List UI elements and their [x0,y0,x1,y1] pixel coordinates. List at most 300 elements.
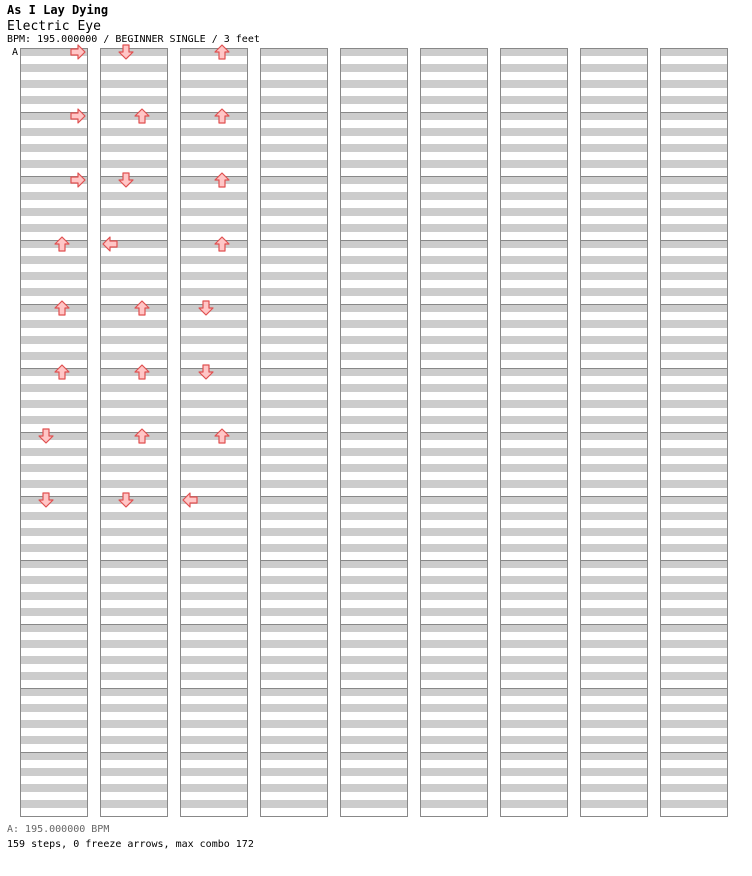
beat-stripe [100,336,168,344]
beat-stripe [660,48,728,56]
beat-stripe [100,704,168,712]
beat-stripe [660,576,728,584]
beat-stripe [420,608,488,616]
beat-stripe [180,432,248,440]
beat-stripe [260,640,328,648]
beat-stripe [340,416,408,424]
beat-stripe [20,64,88,72]
beat-stripe [180,304,248,312]
beat-stripe [340,176,408,184]
beat-stripe [500,672,568,680]
beat-stripe [580,432,648,440]
beat-stripe [180,576,248,584]
step-arrow-up [135,365,149,379]
song-artist: As I Lay Dying [7,3,109,17]
beat-stripe [500,160,568,168]
beat-stripe [260,672,328,680]
beat-stripe [180,192,248,200]
step-arrow-up [215,173,229,187]
beat-stripe [500,192,568,200]
beat-stripe [180,736,248,744]
beat-stripe [100,608,168,616]
beat-stripe [260,592,328,600]
beat-stripe [180,48,248,56]
beat-stripe [100,384,168,392]
beat-stripe [340,80,408,88]
beat-stripe [260,256,328,264]
beat-stripe [580,656,648,664]
chart-info: BPM: 195.000000 / BEGINNER SINGLE / 3 feet [7,34,260,45]
step-arrow-down [119,173,133,187]
beat-stripe [260,448,328,456]
step-arrow-down [199,301,213,315]
beat-stripe [580,80,648,88]
beat-stripe [580,608,648,616]
beat-stripe [420,736,488,744]
beat-stripe [180,336,248,344]
beat-stripe [500,208,568,216]
beat-stripe [660,768,728,776]
beat-stripe [420,304,488,312]
beat-stripe [500,640,568,648]
beat-stripe [180,64,248,72]
step-arrow-down [119,45,133,59]
beat-stripe [100,768,168,776]
beat-stripe [100,528,168,536]
beat-stripe [420,672,488,680]
beat-stripe [580,688,648,696]
beat-stripe [20,720,88,728]
beat-stripe [420,112,488,120]
beat-stripe [260,416,328,424]
beat-stripe [420,64,488,72]
beat-stripe [180,80,248,88]
beat-stripe [660,368,728,376]
beat-stripe [20,160,88,168]
beat-stripe [660,304,728,312]
beat-stripe [180,752,248,760]
beat-stripe [20,576,88,584]
beat-stripe [420,752,488,760]
beat-stripe [580,736,648,744]
beat-stripe [660,384,728,392]
beat-stripe [420,208,488,216]
beat-stripe [500,336,568,344]
beat-stripe [340,224,408,232]
beat-stripe [580,128,648,136]
beat-stripe [20,208,88,216]
beat-stripe [580,576,648,584]
beat-stripe [100,368,168,376]
beat-stripe [580,592,648,600]
beat-stripe [580,336,648,344]
beat-stripe [420,592,488,600]
beat-stripe [580,352,648,360]
beat-stripe [180,208,248,216]
beat-stripe [500,288,568,296]
beat-stripe [260,656,328,664]
beat-stripe [260,608,328,616]
bpm-marker-label: A [12,47,19,58]
beat-stripe [340,736,408,744]
beat-stripe [420,176,488,184]
beat-stripe [660,256,728,264]
beat-stripe [420,384,488,392]
beat-stripe [660,448,728,456]
beat-stripe [500,384,568,392]
beat-stripe [260,48,328,56]
beat-stripe [180,672,248,680]
beat-stripe [660,736,728,744]
beat-stripe [180,448,248,456]
beat-stripe [660,752,728,760]
beat-stripe [20,608,88,616]
beat-stripe [340,192,408,200]
step-arrow-up [135,301,149,315]
beat-stripe [180,288,248,296]
beat-stripe [340,496,408,504]
beat-stripe [260,720,328,728]
beat-stripe [500,560,568,568]
beat-stripe [500,128,568,136]
step-arrow-up [215,109,229,123]
beat-stripe [340,384,408,392]
beat-stripe [420,448,488,456]
beat-stripe [420,784,488,792]
beat-stripe [20,320,88,328]
beat-stripe [580,304,648,312]
beat-stripe [20,784,88,792]
beat-stripe [580,416,648,424]
beat-stripe [420,464,488,472]
beat-stripe [580,144,648,152]
beat-stripe [500,656,568,664]
beat-stripe [580,544,648,552]
beat-stripe [20,624,88,632]
beat-stripe [500,96,568,104]
beat-stripe [100,800,168,808]
beat-stripe [500,256,568,264]
beat-stripe [340,592,408,600]
beat-stripe [100,176,168,184]
beat-stripe [580,720,648,728]
beat-stripe [580,448,648,456]
beat-stripe [660,608,728,616]
beat-stripe [20,256,88,264]
beat-stripe [420,656,488,664]
beat-stripe [420,496,488,504]
step-arrow-down [199,365,213,379]
beat-stripe [580,272,648,280]
beat-stripe [20,432,88,440]
beat-stripe [100,480,168,488]
beat-stripe [580,496,648,504]
beat-stripe [660,464,728,472]
beat-stripe [100,304,168,312]
beat-stripe [100,544,168,552]
beat-stripe [660,480,728,488]
beat-stripe [340,800,408,808]
beat-stripe [420,768,488,776]
beat-stripe [20,640,88,648]
beat-stripe [660,352,728,360]
beat-stripe [580,240,648,248]
beat-stripe [500,400,568,408]
beat-stripe [260,784,328,792]
beat-stripe [340,128,408,136]
beat-stripe [100,48,168,56]
beat-stripe [340,144,408,152]
beat-stripe [580,288,648,296]
beat-stripe [340,656,408,664]
beat-stripe [100,160,168,168]
beat-stripe [100,320,168,328]
beat-stripe [660,416,728,424]
beat-stripe [100,656,168,664]
beat-stripe [340,608,408,616]
beat-stripe [660,544,728,552]
beat-stripe [580,384,648,392]
beat-stripe [500,64,568,72]
beat-stripe [500,432,568,440]
beat-stripe [100,576,168,584]
beat-stripe [260,464,328,472]
beat-stripe [180,256,248,264]
beat-stripe [420,640,488,648]
beat-stripe [660,96,728,104]
beat-stripe [20,96,88,104]
beat-stripe [180,528,248,536]
beat-stripe [180,384,248,392]
beat-stripe [500,544,568,552]
beat-stripe [580,48,648,56]
step-stats: 159 steps, 0 freeze arrows, max combo 172 [7,839,254,850]
step-arrow-up [215,429,229,443]
beat-stripe [180,224,248,232]
beat-stripe [180,480,248,488]
beat-stripe [340,784,408,792]
beat-stripe [340,512,408,520]
beat-stripe [20,416,88,424]
step-arrow-left [103,237,117,251]
step-arrow-up [55,237,69,251]
beat-stripe [340,576,408,584]
beat-stripe [420,480,488,488]
beat-stripe [20,752,88,760]
beat-stripe [340,400,408,408]
beat-stripe [580,208,648,216]
beat-stripe [180,624,248,632]
beat-stripe [340,64,408,72]
beat-stripe [180,512,248,520]
beat-stripe [260,544,328,552]
beat-stripe [500,464,568,472]
beat-stripe [260,64,328,72]
beat-stripe [420,400,488,408]
beat-stripe [100,672,168,680]
beat-stripe [500,416,568,424]
beat-stripe [20,800,88,808]
beat-stripe [420,528,488,536]
beat-stripe [340,528,408,536]
beat-stripe [20,240,88,248]
beat-stripe [340,752,408,760]
step-arrow-up [55,301,69,315]
beat-stripe [500,448,568,456]
beat-stripe [340,432,408,440]
beat-stripe [340,352,408,360]
step-arrow-up [135,429,149,443]
beat-stripe [500,112,568,120]
beat-stripe [100,256,168,264]
beat-stripe [180,272,248,280]
beat-stripe [100,224,168,232]
beat-stripe [340,48,408,56]
beat-stripe [20,448,88,456]
beat-stripe [580,64,648,72]
beat-stripe [500,512,568,520]
beat-stripe [20,272,88,280]
beat-stripe [500,240,568,248]
beat-stripe [500,704,568,712]
beat-stripe [420,336,488,344]
beat-stripe [180,656,248,664]
beat-stripe [20,144,88,152]
beat-stripe [660,160,728,168]
beat-stripe [180,240,248,248]
beat-stripe [660,560,728,568]
beat-stripe [340,208,408,216]
beat-stripe [260,400,328,408]
step-arrow-up [215,45,229,59]
beat-stripe [260,272,328,280]
beat-stripe [420,800,488,808]
step-arrow-down [119,493,133,507]
beat-stripe [20,592,88,600]
beat-stripe [180,464,248,472]
beat-stripe [500,224,568,232]
beat-stripe [660,144,728,152]
beat-stripe [660,112,728,120]
beat-stripe [660,320,728,328]
beat-stripe [20,544,88,552]
beat-stripe [180,400,248,408]
beat-stripe [500,176,568,184]
beat-stripe [260,112,328,120]
beat-stripe [500,592,568,600]
beat-stripe [100,192,168,200]
beat-stripe [660,720,728,728]
beat-stripe [580,672,648,680]
beat-stripe [20,192,88,200]
beat-stripe [100,624,168,632]
beat-stripe [260,240,328,248]
beat-stripe [500,736,568,744]
beat-stripe [180,640,248,648]
beat-stripe [100,400,168,408]
beat-stripe [180,560,248,568]
beat-stripe [100,736,168,744]
beat-stripe [260,352,328,360]
beat-stripe [500,144,568,152]
beat-stripe [500,528,568,536]
beat-stripe [100,272,168,280]
beat-stripe [580,512,648,520]
beat-stripe [500,688,568,696]
beat-stripe [20,512,88,520]
step-arrow-down [39,429,53,443]
beat-stripe [260,528,328,536]
beat-stripe [260,704,328,712]
beat-stripe [100,720,168,728]
beat-stripe [20,336,88,344]
bpm-legend: A: 195.000000 BPM [7,824,110,835]
beat-stripe [100,96,168,104]
beat-stripe [660,272,728,280]
step-arrow-left [183,493,197,507]
beat-stripe [340,544,408,552]
beat-stripe [340,304,408,312]
beat-stripe [20,384,88,392]
beat-stripe [260,144,328,152]
beat-stripe [180,768,248,776]
beat-stripe [660,80,728,88]
beat-stripe [100,688,168,696]
beat-stripe [660,432,728,440]
beat-stripe [580,400,648,408]
beat-stripe [20,656,88,664]
beat-stripe [340,272,408,280]
beat-stripe [660,240,728,248]
beat-stripe [340,688,408,696]
beat-stripe [340,112,408,120]
beat-stripe [180,704,248,712]
beat-stripe [500,48,568,56]
beat-stripe [580,368,648,376]
beat-stripe [340,624,408,632]
beat-stripe [100,352,168,360]
beat-stripe [100,112,168,120]
beat-stripe [180,112,248,120]
beat-stripe [340,336,408,344]
beat-stripe [180,416,248,424]
beat-stripe [260,624,328,632]
beat-stripe [660,800,728,808]
beat-stripe [420,624,488,632]
beat-stripe [580,768,648,776]
beat-stripe [260,288,328,296]
beat-stripe [500,800,568,808]
beat-stripe [340,768,408,776]
beat-stripe [660,224,728,232]
beat-stripe [100,592,168,600]
beat-stripe [420,128,488,136]
beat-stripe [180,592,248,600]
step-arrow-down [39,493,53,507]
beat-stripe [500,480,568,488]
beat-stripe [340,464,408,472]
beat-stripe [580,704,648,712]
beat-stripe [260,576,328,584]
beat-stripe [20,560,88,568]
step-arrow-right [71,109,85,123]
beat-stripe [660,656,728,664]
beat-stripe [20,496,88,504]
beat-stripe [340,240,408,248]
beat-stripe [580,624,648,632]
beat-stripe [340,96,408,104]
beat-stripe [500,368,568,376]
